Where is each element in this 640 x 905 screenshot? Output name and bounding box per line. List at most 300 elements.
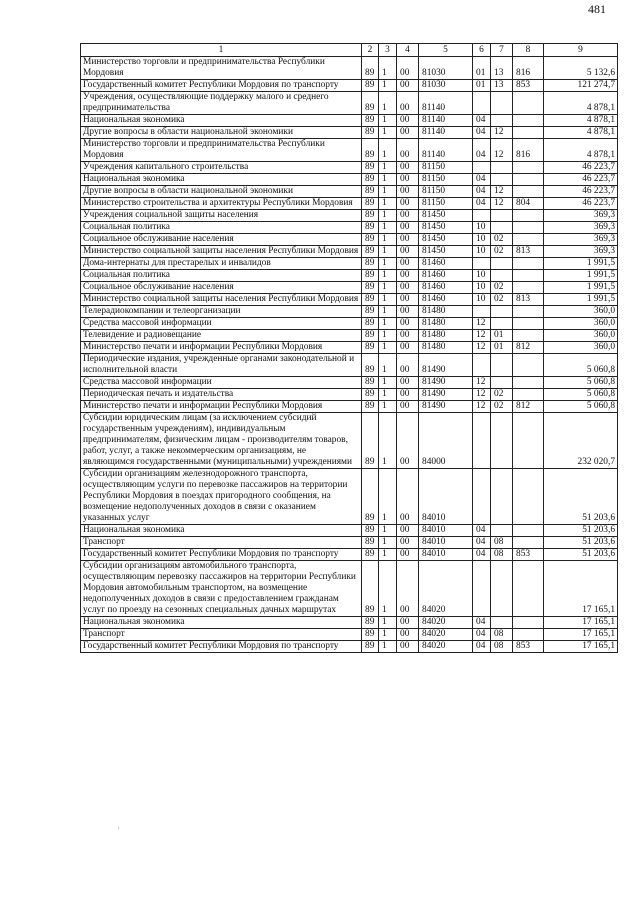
amount: 369,3 xyxy=(544,222,618,234)
table-row xyxy=(81,186,618,198)
subsection-code: 1 xyxy=(379,246,397,258)
ministry-code: 853 xyxy=(513,80,544,92)
section-code: 89 xyxy=(362,57,379,80)
table-row xyxy=(81,162,618,174)
function-code: 10 xyxy=(473,222,491,234)
function-code xyxy=(473,210,491,222)
item-code: 00 xyxy=(397,413,419,469)
table-row xyxy=(81,389,618,401)
ministry-code: 813 xyxy=(513,246,544,258)
table-row xyxy=(81,617,618,629)
target-code: 81140 xyxy=(419,127,473,139)
subsection-code: 1 xyxy=(379,186,397,198)
ministry-code xyxy=(513,222,544,234)
table-row xyxy=(81,198,618,210)
section-code: 89 xyxy=(362,318,379,330)
table-row xyxy=(81,92,618,115)
subfunction-code xyxy=(491,162,513,174)
subsection-code: 1 xyxy=(379,174,397,186)
ministry-code xyxy=(513,92,544,115)
budget-table xyxy=(80,43,618,653)
subfunction-code: 08 xyxy=(491,641,513,653)
amount: 17 165,1 xyxy=(544,561,618,617)
item-code: 00 xyxy=(397,92,419,115)
function-code xyxy=(473,469,491,525)
subfunction-code: 13 xyxy=(491,57,513,80)
section-code: 89 xyxy=(362,306,379,318)
subsection-code: 1 xyxy=(379,258,397,270)
row-name: Социальное обслуживание населения xyxy=(81,282,362,294)
table-row xyxy=(81,413,618,469)
row-name: Периодическая печать и издательства xyxy=(81,389,362,401)
subfunction-code xyxy=(491,413,513,469)
target-code: 81030 xyxy=(419,80,473,92)
subsection-code: 1 xyxy=(379,234,397,246)
table-row xyxy=(81,80,618,92)
table-header-row xyxy=(81,44,618,57)
target-code: 81140 xyxy=(419,115,473,127)
column-header: 2 xyxy=(362,44,379,57)
amount: 51 203,6 xyxy=(544,549,618,561)
target-code: 84020 xyxy=(419,617,473,629)
subsection-code: 1 xyxy=(379,115,397,127)
function-code: 04 xyxy=(473,617,491,629)
ministry-code xyxy=(513,469,544,525)
function-code: 04 xyxy=(473,537,491,549)
item-code: 00 xyxy=(397,469,419,525)
table-row xyxy=(81,401,618,413)
row-name: Социальная политика xyxy=(81,222,362,234)
item-code: 00 xyxy=(397,162,419,174)
ministry-code xyxy=(513,617,544,629)
ministry-code xyxy=(513,115,544,127)
subfunction-code: 12 xyxy=(491,198,513,210)
ministry-code: 816 xyxy=(513,57,544,80)
amount: 46 223,7 xyxy=(544,198,618,210)
amount: 17 165,1 xyxy=(544,629,618,641)
amount: 360,0 xyxy=(544,330,618,342)
amount: 369,3 xyxy=(544,246,618,258)
item-code: 00 xyxy=(397,210,419,222)
subsection-code: 1 xyxy=(379,641,397,653)
item-code: 00 xyxy=(397,139,419,162)
row-name: Средства массовой информации xyxy=(81,318,362,330)
table-body xyxy=(81,57,618,653)
section-code: 89 xyxy=(362,330,379,342)
row-name: Транспорт xyxy=(81,537,362,549)
function-code: 12 xyxy=(473,389,491,401)
function-code: 04 xyxy=(473,186,491,198)
item-code: 00 xyxy=(397,294,419,306)
subsection-code: 1 xyxy=(379,210,397,222)
amount: 369,3 xyxy=(544,234,618,246)
target-code: 81480 xyxy=(419,330,473,342)
target-code: 81140 xyxy=(419,139,473,162)
section-code: 89 xyxy=(362,282,379,294)
function-code xyxy=(473,354,491,377)
row-name: Национальная экономика xyxy=(81,617,362,629)
section-code: 89 xyxy=(362,377,379,389)
section-code: 89 xyxy=(362,162,379,174)
section-code: 89 xyxy=(362,549,379,561)
amount: 5 060,8 xyxy=(544,401,618,413)
target-code: 84020 xyxy=(419,561,473,617)
function-code xyxy=(473,162,491,174)
table-row xyxy=(81,282,618,294)
subfunction-code xyxy=(491,377,513,389)
target-code: 81490 xyxy=(419,389,473,401)
subfunction-code xyxy=(491,92,513,115)
target-code: 81460 xyxy=(419,294,473,306)
section-code: 89 xyxy=(362,469,379,525)
ministry-code xyxy=(513,162,544,174)
function-code: 10 xyxy=(473,294,491,306)
amount: 4 878,1 xyxy=(544,115,618,127)
subfunction-code xyxy=(491,617,513,629)
subfunction-code: 08 xyxy=(491,537,513,549)
amount: 360,0 xyxy=(544,318,618,330)
section-code: 89 xyxy=(362,234,379,246)
function-code xyxy=(473,258,491,270)
ministry-code: 853 xyxy=(513,549,544,561)
subsection-code: 1 xyxy=(379,139,397,162)
function-code xyxy=(473,413,491,469)
table-row xyxy=(81,270,618,282)
item-code: 00 xyxy=(397,198,419,210)
subsection-code: 1 xyxy=(379,127,397,139)
target-code: 84020 xyxy=(419,629,473,641)
row-name: Государственный комитет Республики Мордовия по транспорту xyxy=(81,549,362,561)
item-code: 00 xyxy=(397,127,419,139)
section-code: 89 xyxy=(362,561,379,617)
target-code: 81460 xyxy=(419,258,473,270)
column-header: 9 xyxy=(544,44,618,57)
subfunction-code xyxy=(491,258,513,270)
subsection-code: 1 xyxy=(379,162,397,174)
ministry-code xyxy=(513,282,544,294)
section-code: 89 xyxy=(362,537,379,549)
subfunction-code: 02 xyxy=(491,294,513,306)
section-code: 89 xyxy=(362,270,379,282)
row-name: Министерство печати и информации Республики Мордовия xyxy=(81,342,362,354)
amount: 5 132,6 xyxy=(544,57,618,80)
row-name: Другие вопросы в области национальной экономики xyxy=(81,127,362,139)
section-code: 89 xyxy=(362,127,379,139)
target-code: 81460 xyxy=(419,270,473,282)
table-row xyxy=(81,330,618,342)
item-code: 00 xyxy=(397,270,419,282)
function-code xyxy=(473,92,491,115)
subfunction-code xyxy=(491,561,513,617)
ministry-code: 816 xyxy=(513,139,544,162)
subsection-code: 1 xyxy=(379,282,397,294)
subfunction-code: 12 xyxy=(491,186,513,198)
subsection-code: 1 xyxy=(379,549,397,561)
target-code: 81490 xyxy=(419,377,473,389)
row-name: Субсидии организациям железнодорожного транспорта, осуществляющим услуги по перевозке пассажиров на территории Республики Мордовия в поездах пригородного сообщения, на возмещение недополученных доходов в связи с оказанием указанных услуг xyxy=(81,469,362,525)
table-row xyxy=(81,210,618,222)
section-code: 89 xyxy=(362,389,379,401)
target-code: 81150 xyxy=(419,174,473,186)
table-row xyxy=(81,549,618,561)
section-code: 89 xyxy=(362,342,379,354)
target-code: 81480 xyxy=(419,306,473,318)
ministry-code: 804 xyxy=(513,198,544,210)
amount: 51 203,6 xyxy=(544,469,618,525)
row-name: Телевидение и радиовещание xyxy=(81,330,362,342)
subfunction-code xyxy=(491,469,513,525)
row-name: Транспорт xyxy=(81,629,362,641)
item-code: 00 xyxy=(397,389,419,401)
section-code: 89 xyxy=(362,174,379,186)
item-code: 00 xyxy=(397,222,419,234)
item-code: 00 xyxy=(397,174,419,186)
row-name: Учреждения капитального строительства xyxy=(81,162,362,174)
subfunction-code: 12 xyxy=(491,139,513,162)
ministry-code xyxy=(513,525,544,537)
target-code: 81490 xyxy=(419,354,473,377)
subfunction-code xyxy=(491,306,513,318)
amount: 1 991,5 xyxy=(544,258,618,270)
subfunction-code: 02 xyxy=(491,282,513,294)
column-header: 8 xyxy=(513,44,544,57)
amount: 51 203,6 xyxy=(544,537,618,549)
ministry-code xyxy=(513,258,544,270)
target-code: 84020 xyxy=(419,641,473,653)
scan-speck: ' xyxy=(118,826,120,835)
section-code: 89 xyxy=(362,525,379,537)
table-row xyxy=(81,258,618,270)
row-name: Национальная экономика xyxy=(81,525,362,537)
subsection-code: 1 xyxy=(379,525,397,537)
item-code: 00 xyxy=(397,561,419,617)
column-header: 1 xyxy=(81,44,362,57)
target-code: 81480 xyxy=(419,318,473,330)
section-code: 89 xyxy=(362,617,379,629)
table-row xyxy=(81,234,618,246)
subsection-code: 1 xyxy=(379,318,397,330)
function-code: 10 xyxy=(473,234,491,246)
row-name: Дома-интернаты для престарелых и инвалидов xyxy=(81,258,362,270)
table-row xyxy=(81,342,618,354)
item-code: 00 xyxy=(397,641,419,653)
target-code: 81480 xyxy=(419,342,473,354)
section-code: 89 xyxy=(362,92,379,115)
target-code: 84010 xyxy=(419,525,473,537)
target-code: 81150 xyxy=(419,186,473,198)
row-name: Министерство строительства и архитектуры Республики Мордовия xyxy=(81,198,362,210)
ministry-code xyxy=(513,330,544,342)
row-name: Периодические издания, учрежденные органами законодательной и исполнительной власти xyxy=(81,354,362,377)
section-code: 89 xyxy=(362,198,379,210)
item-code: 00 xyxy=(397,330,419,342)
section-code: 89 xyxy=(362,413,379,469)
table-row xyxy=(81,525,618,537)
subfunction-code xyxy=(491,525,513,537)
item-code: 00 xyxy=(397,318,419,330)
function-code: 04 xyxy=(473,525,491,537)
function-code: 12 xyxy=(473,401,491,413)
ministry-code xyxy=(513,318,544,330)
section-code: 89 xyxy=(362,354,379,377)
subsection-code: 1 xyxy=(379,306,397,318)
subsection-code: 1 xyxy=(379,617,397,629)
table-row xyxy=(81,537,618,549)
row-name: Телерадиокомпании и телеорганизации xyxy=(81,306,362,318)
amount: 5 060,8 xyxy=(544,377,618,389)
subfunction-code: 01 xyxy=(491,342,513,354)
target-code: 84010 xyxy=(419,537,473,549)
section-code: 89 xyxy=(362,115,379,127)
subsection-code: 1 xyxy=(379,294,397,306)
row-name: Министерство социальной защиты населения Республики Мордовия xyxy=(81,294,362,306)
target-code: 81450 xyxy=(419,234,473,246)
subfunction-code xyxy=(491,270,513,282)
subfunction-code: 02 xyxy=(491,246,513,258)
row-name: Министерство торговли и предпринимательства Республики Мордовия xyxy=(81,139,362,162)
subfunction-code: 02 xyxy=(491,234,513,246)
subfunction-code: 02 xyxy=(491,401,513,413)
table-row xyxy=(81,115,618,127)
ministry-code xyxy=(513,377,544,389)
row-name: Социальное обслуживание населения xyxy=(81,234,362,246)
ministry-code xyxy=(513,127,544,139)
item-code: 00 xyxy=(397,246,419,258)
function-code: 01 xyxy=(473,80,491,92)
ministry-code xyxy=(513,413,544,469)
item-code: 00 xyxy=(397,282,419,294)
target-code: 81150 xyxy=(419,198,473,210)
column-header: 4 xyxy=(397,44,419,57)
table-row xyxy=(81,57,618,80)
target-code: 81490 xyxy=(419,401,473,413)
target-code: 84010 xyxy=(419,549,473,561)
item-code: 00 xyxy=(397,549,419,561)
table-row xyxy=(81,174,618,186)
row-name: Национальная экономика xyxy=(81,115,362,127)
table-row xyxy=(81,629,618,641)
function-code: 12 xyxy=(473,318,491,330)
ministry-code: 853 xyxy=(513,641,544,653)
amount: 360,0 xyxy=(544,342,618,354)
subfunction-code: 08 xyxy=(491,629,513,641)
ministry-code xyxy=(513,174,544,186)
function-code: 12 xyxy=(473,342,491,354)
subfunction-code xyxy=(491,210,513,222)
item-code: 00 xyxy=(397,306,419,318)
section-code: 89 xyxy=(362,80,379,92)
function-code: 04 xyxy=(473,127,491,139)
section-code: 89 xyxy=(362,401,379,413)
subsection-code: 1 xyxy=(379,198,397,210)
subfunction-code: 12 xyxy=(491,127,513,139)
table-row xyxy=(81,306,618,318)
amount: 1 991,5 xyxy=(544,294,618,306)
subsection-code: 1 xyxy=(379,413,397,469)
amount: 46 223,7 xyxy=(544,162,618,174)
ministry-code: 813 xyxy=(513,294,544,306)
column-header: 5 xyxy=(419,44,473,57)
function-code: 12 xyxy=(473,377,491,389)
amount: 5 060,8 xyxy=(544,354,618,377)
row-name: Субсидии организациям автомобильного транспорта, осуществляющим перевозку пассажиров на территории Республики Мордовия автомобильным транспортом, на возмещение недополученных доходов в связи с предоставлением гражданам услуг по проезду на сезонных специальных дачных маршрутах xyxy=(81,561,362,617)
amount: 360,0 xyxy=(544,306,618,318)
item-code: 00 xyxy=(397,525,419,537)
row-name: Учреждения, осуществляющие поддержку малого и среднего предпринимательства xyxy=(81,92,362,115)
amount: 46 223,7 xyxy=(544,186,618,198)
subsection-code: 1 xyxy=(379,537,397,549)
target-code: 81450 xyxy=(419,210,473,222)
target-code: 84000 xyxy=(419,413,473,469)
ministry-code xyxy=(513,210,544,222)
function-code: 10 xyxy=(473,246,491,258)
ministry-code xyxy=(513,389,544,401)
row-name: Государственный комитет Республики Мордовия по транспорту xyxy=(81,80,362,92)
table-row xyxy=(81,641,618,653)
ministry-code xyxy=(513,629,544,641)
amount: 46 223,7 xyxy=(544,174,618,186)
amount: 4 878,1 xyxy=(544,139,618,162)
amount: 51 203,6 xyxy=(544,525,618,537)
item-code: 00 xyxy=(397,537,419,549)
subfunction-code xyxy=(491,115,513,127)
section-code: 89 xyxy=(362,294,379,306)
section-code: 89 xyxy=(362,246,379,258)
row-name: Учреждения социальной защиты населения xyxy=(81,210,362,222)
row-name: Субсидии юридическим лицам (за исключением субсидий государственным учреждениям), индивидуальным предпринимателям, физическим лицам - производителям товаров, работ, услуг, а также некоммерческим организациям, не являющимся государственными (муниципальными) учреждениями xyxy=(81,413,362,469)
table-row xyxy=(81,469,618,525)
table-row xyxy=(81,139,618,162)
item-code: 00 xyxy=(397,629,419,641)
section-code: 89 xyxy=(362,139,379,162)
ministry-code xyxy=(513,354,544,377)
column-header: 7 xyxy=(491,44,513,57)
table-row xyxy=(81,561,618,617)
ministry-code: 812 xyxy=(513,342,544,354)
subsection-code: 1 xyxy=(379,401,397,413)
ministry-code: 812 xyxy=(513,401,544,413)
subfunction-code xyxy=(491,222,513,234)
function-code: 04 xyxy=(473,139,491,162)
function-code: 12 xyxy=(473,330,491,342)
row-name: Государственный комитет Республики Мордовия по транспорту xyxy=(81,641,362,653)
row-name: Министерство печати и информации Республики Мордовия xyxy=(81,401,362,413)
row-name: Национальная экономика xyxy=(81,174,362,186)
row-name: Министерство социальной защиты населения Республики Мордовия xyxy=(81,246,362,258)
amount: 232 020,7 xyxy=(544,413,618,469)
subsection-code: 1 xyxy=(379,80,397,92)
subfunction-code: 01 xyxy=(491,330,513,342)
ministry-code xyxy=(513,306,544,318)
subsection-code: 1 xyxy=(379,561,397,617)
subsection-code: 1 xyxy=(379,92,397,115)
table-row xyxy=(81,377,618,389)
subsection-code: 1 xyxy=(379,57,397,80)
row-name: Министерство торговли и предпринимательства Республики Мордовия xyxy=(81,57,362,80)
page-number: 481 xyxy=(588,2,606,16)
ministry-code xyxy=(513,234,544,246)
subfunction-code: 13 xyxy=(491,80,513,92)
subsection-code: 1 xyxy=(379,342,397,354)
amount: 17 165,1 xyxy=(544,617,618,629)
amount: 369,3 xyxy=(544,210,618,222)
ministry-code xyxy=(513,270,544,282)
target-code: 81140 xyxy=(419,92,473,115)
section-code: 89 xyxy=(362,186,379,198)
subsection-code: 1 xyxy=(379,222,397,234)
subfunction-code xyxy=(491,174,513,186)
function-code: 04 xyxy=(473,641,491,653)
